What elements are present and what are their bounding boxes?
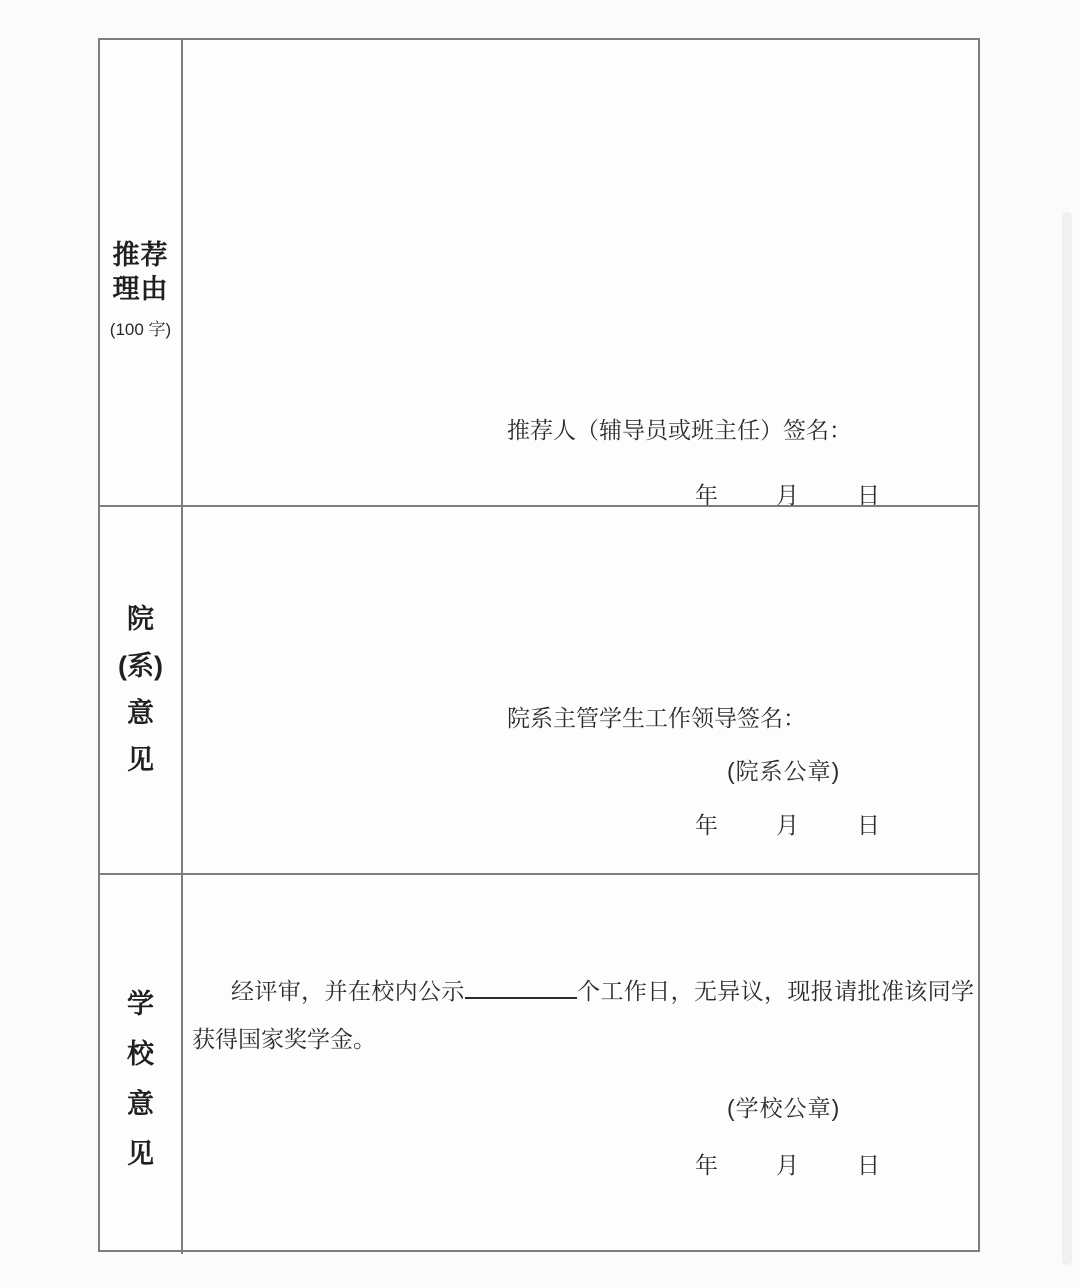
department-opinion-section: [100, 507, 978, 875]
school-label-char: 学: [127, 988, 154, 1019]
department-label-block: [118, 596, 163, 784]
statement-before-blank: 经评审，并在校内公示: [231, 978, 465, 1004]
recommendation-section: [100, 40, 978, 507]
recommendation-word-limit-note: (100 字): [109, 319, 172, 339]
month-label: 月: [776, 482, 799, 508]
school-date-line: [695, 1151, 880, 1179]
school-label-char: 见: [127, 1138, 154, 1169]
department-label-char: 见: [126, 745, 154, 775]
day-label: 日: [857, 1152, 880, 1178]
school-opinion-section: [100, 875, 978, 1254]
scrollbar-thumb[interactable]: [1062, 212, 1072, 1265]
approval-form-table: [98, 38, 980, 1252]
department-label-char: 院: [126, 604, 154, 634]
day-label: 日: [857, 482, 880, 508]
department-seal-label: (院系公章): [727, 758, 841, 784]
year-label: 年: [695, 812, 718, 838]
recommendation-content-cell[interactable]: [183, 40, 978, 508]
month-label: 月: [776, 812, 799, 838]
department-leader-signature-label: 院系主管学生工作领导签名：: [507, 705, 806, 731]
recommender-signature-label: 推荐人（辅导员或班主任）签名：: [507, 417, 852, 443]
school-label-char: 意: [127, 1088, 154, 1119]
department-content-cell[interactable]: [183, 507, 978, 873]
department-label-cell: [100, 507, 183, 873]
day-label: 日: [857, 812, 880, 838]
school-label-cell: [100, 875, 183, 1254]
school-seal-label: (学校公章): [727, 1095, 841, 1121]
school-review-statement: [183, 967, 978, 1063]
recommendation-label-block: [110, 238, 171, 340]
recommendation-label-cell: [100, 40, 183, 505]
department-label-char: (系): [118, 651, 163, 681]
school-label-block: [127, 979, 154, 1179]
school-label-char: 校: [127, 1038, 154, 1069]
year-label: 年: [695, 482, 718, 508]
statement-after-blank: 个工作日，无异议，现报请批准该同学获得国家奖学金。: [192, 978, 975, 1052]
recommendation-date-line: [695, 481, 880, 509]
recommendation-label-line1: 推荐: [112, 239, 169, 270]
month-label: 月: [776, 1152, 799, 1178]
department-label-char: 意: [126, 698, 154, 728]
recommendation-label-line2: 理由: [112, 273, 169, 304]
department-date-line: [695, 811, 880, 839]
public-notice-days-blank[interactable]: [465, 996, 577, 999]
year-label: 年: [695, 1152, 718, 1178]
school-content-cell[interactable]: [183, 875, 978, 1254]
